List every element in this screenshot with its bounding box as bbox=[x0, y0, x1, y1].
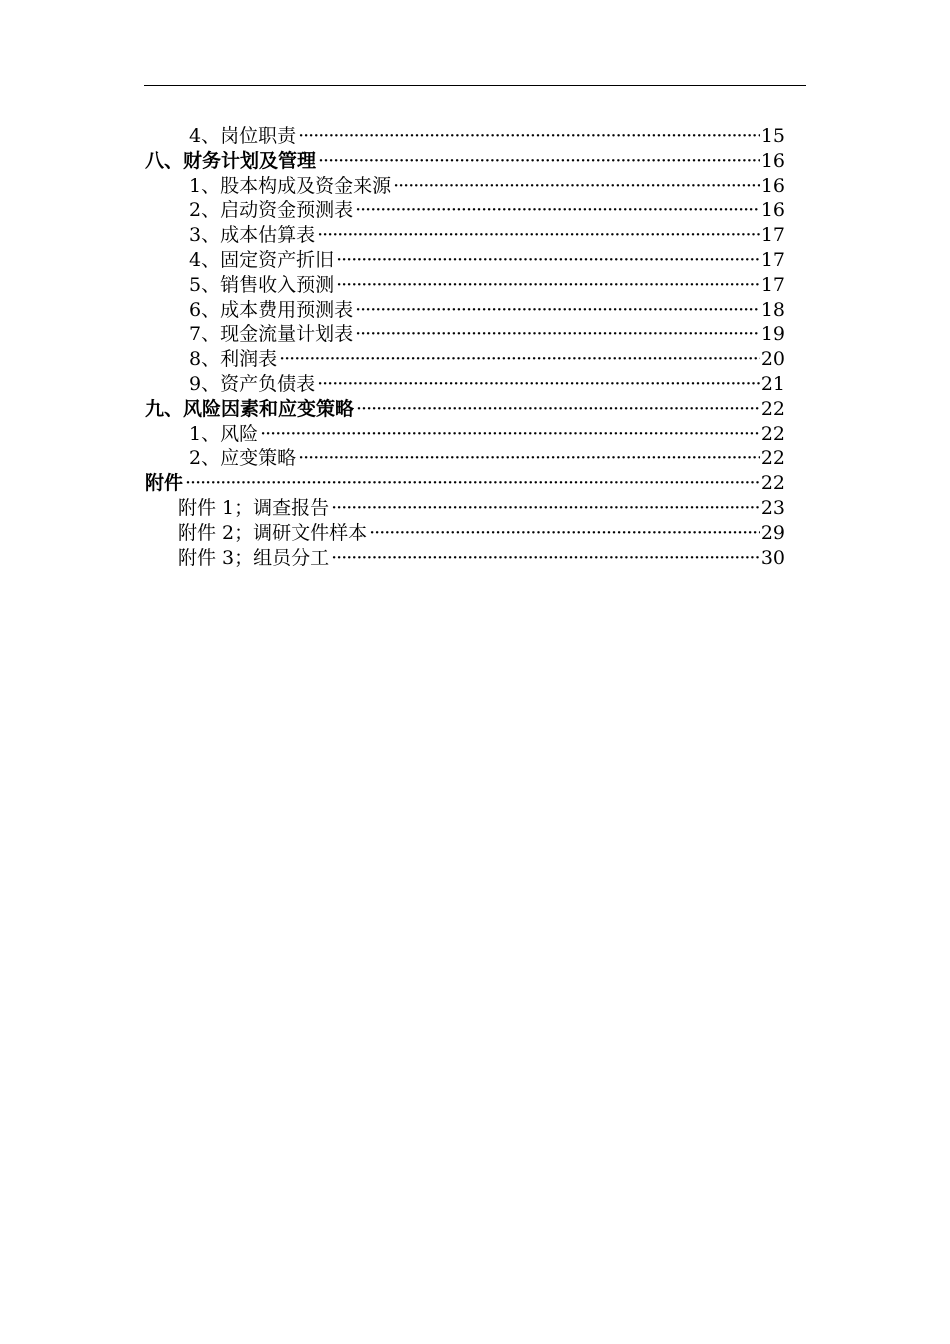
header-rule bbox=[144, 85, 806, 86]
toc-section-title: 八、财务计划及管理 bbox=[145, 149, 317, 172]
dot-leader bbox=[331, 496, 760, 521]
toc-entry-cash-flow[interactable] bbox=[145, 322, 785, 347]
toc-entry-title: 5、销售收入预测 bbox=[189, 273, 335, 296]
dot-leader bbox=[355, 322, 760, 347]
toc-page-number: 29 bbox=[760, 521, 785, 544]
dot-leader bbox=[298, 124, 760, 149]
toc-page-number: 30 bbox=[760, 546, 785, 569]
toc-entry-title: 7、现金流量计划表 bbox=[189, 323, 354, 346]
toc-entry-title: 附件 1；调查报告 bbox=[178, 496, 330, 519]
toc-entry-depreciation[interactable] bbox=[145, 248, 785, 273]
toc-entry-contingency[interactable] bbox=[145, 446, 785, 471]
toc-section-financial-plan[interactable] bbox=[145, 149, 785, 174]
toc-entry-appendix-1[interactable] bbox=[145, 496, 785, 521]
toc-page-number: 19 bbox=[760, 323, 785, 346]
toc-entry-title: 附件 3；组员分工 bbox=[178, 546, 330, 569]
toc-page-number: 21 bbox=[760, 372, 785, 395]
toc-entry-cost-expense-forecast[interactable] bbox=[145, 298, 785, 323]
dot-leader bbox=[355, 198, 760, 223]
toc-entry-title: 6、成本费用预测表 bbox=[189, 298, 354, 321]
toc-entry-title: 3、成本估算表 bbox=[189, 224, 316, 247]
toc-page-number: 16 bbox=[760, 174, 785, 197]
toc-page-number: 22 bbox=[760, 472, 785, 495]
dot-leader bbox=[336, 273, 760, 298]
dot-leader bbox=[369, 521, 760, 546]
toc-entry-title: 9、资产负债表 bbox=[189, 372, 316, 395]
toc-entry-risks[interactable] bbox=[145, 422, 785, 447]
toc-entry-balance-sheet[interactable] bbox=[145, 372, 785, 397]
toc-page-number: 23 bbox=[760, 496, 785, 519]
toc-entry-title: 2、应变策略 bbox=[189, 447, 297, 470]
dot-leader bbox=[356, 397, 760, 422]
toc-entry-job-duties[interactable] bbox=[145, 124, 785, 149]
toc-entry-equity-structure[interactable] bbox=[145, 174, 785, 199]
toc-page-number: 22 bbox=[760, 397, 785, 420]
toc-entry-title: 4、岗位职责 bbox=[189, 125, 297, 147]
toc-entry-title: 1、风险 bbox=[189, 422, 259, 445]
dot-leader bbox=[336, 248, 760, 273]
toc-page-number: 17 bbox=[760, 224, 785, 247]
dot-leader bbox=[355, 298, 760, 323]
toc-page-number: 20 bbox=[760, 348, 785, 371]
toc-entry-sales-forecast[interactable] bbox=[145, 273, 785, 298]
toc-entry-title: 4、固定资产折旧 bbox=[189, 248, 335, 271]
dot-leader bbox=[279, 347, 760, 372]
toc-page-number: 17 bbox=[760, 273, 785, 296]
toc-page-number: 15 bbox=[760, 125, 785, 147]
toc-page-number: 17 bbox=[760, 248, 785, 271]
toc-page-number: 16 bbox=[760, 149, 785, 172]
toc-entry-appendix-3[interactable] bbox=[145, 546, 785, 571]
toc-entry-appendix-2[interactable] bbox=[145, 521, 785, 546]
dot-leader bbox=[318, 149, 760, 174]
dot-leader bbox=[298, 446, 760, 471]
toc-entry-title: 附件 2；调研文件样本 bbox=[178, 521, 368, 544]
table-of-contents bbox=[145, 124, 785, 570]
dot-leader bbox=[331, 546, 760, 571]
toc-section-title: 附件 bbox=[145, 472, 184, 495]
toc-page-number: 16 bbox=[760, 199, 785, 222]
dot-leader bbox=[317, 223, 760, 248]
dot-leader bbox=[393, 174, 760, 199]
toc-entry-title: 2、启动资金预测表 bbox=[189, 199, 354, 222]
dot-leader bbox=[317, 372, 760, 397]
toc-page-number: 22 bbox=[760, 447, 785, 470]
dot-leader bbox=[185, 471, 760, 496]
toc-entry-title: 1、股本构成及资金来源 bbox=[189, 174, 392, 197]
toc-entry-income-statement[interactable] bbox=[145, 347, 785, 372]
toc-section-appendix[interactable] bbox=[145, 471, 785, 496]
toc-section-risk[interactable] bbox=[145, 397, 785, 422]
toc-entry-cost-estimate[interactable] bbox=[145, 223, 785, 248]
toc-entry-startup-capital[interactable] bbox=[145, 198, 785, 223]
toc-page-number: 18 bbox=[760, 298, 785, 321]
dot-leader bbox=[260, 422, 760, 447]
toc-entry-title: 8、利润表 bbox=[189, 348, 278, 371]
toc-page-number: 22 bbox=[760, 422, 785, 445]
toc-section-title: 九、风险因素和应变策略 bbox=[145, 397, 355, 420]
